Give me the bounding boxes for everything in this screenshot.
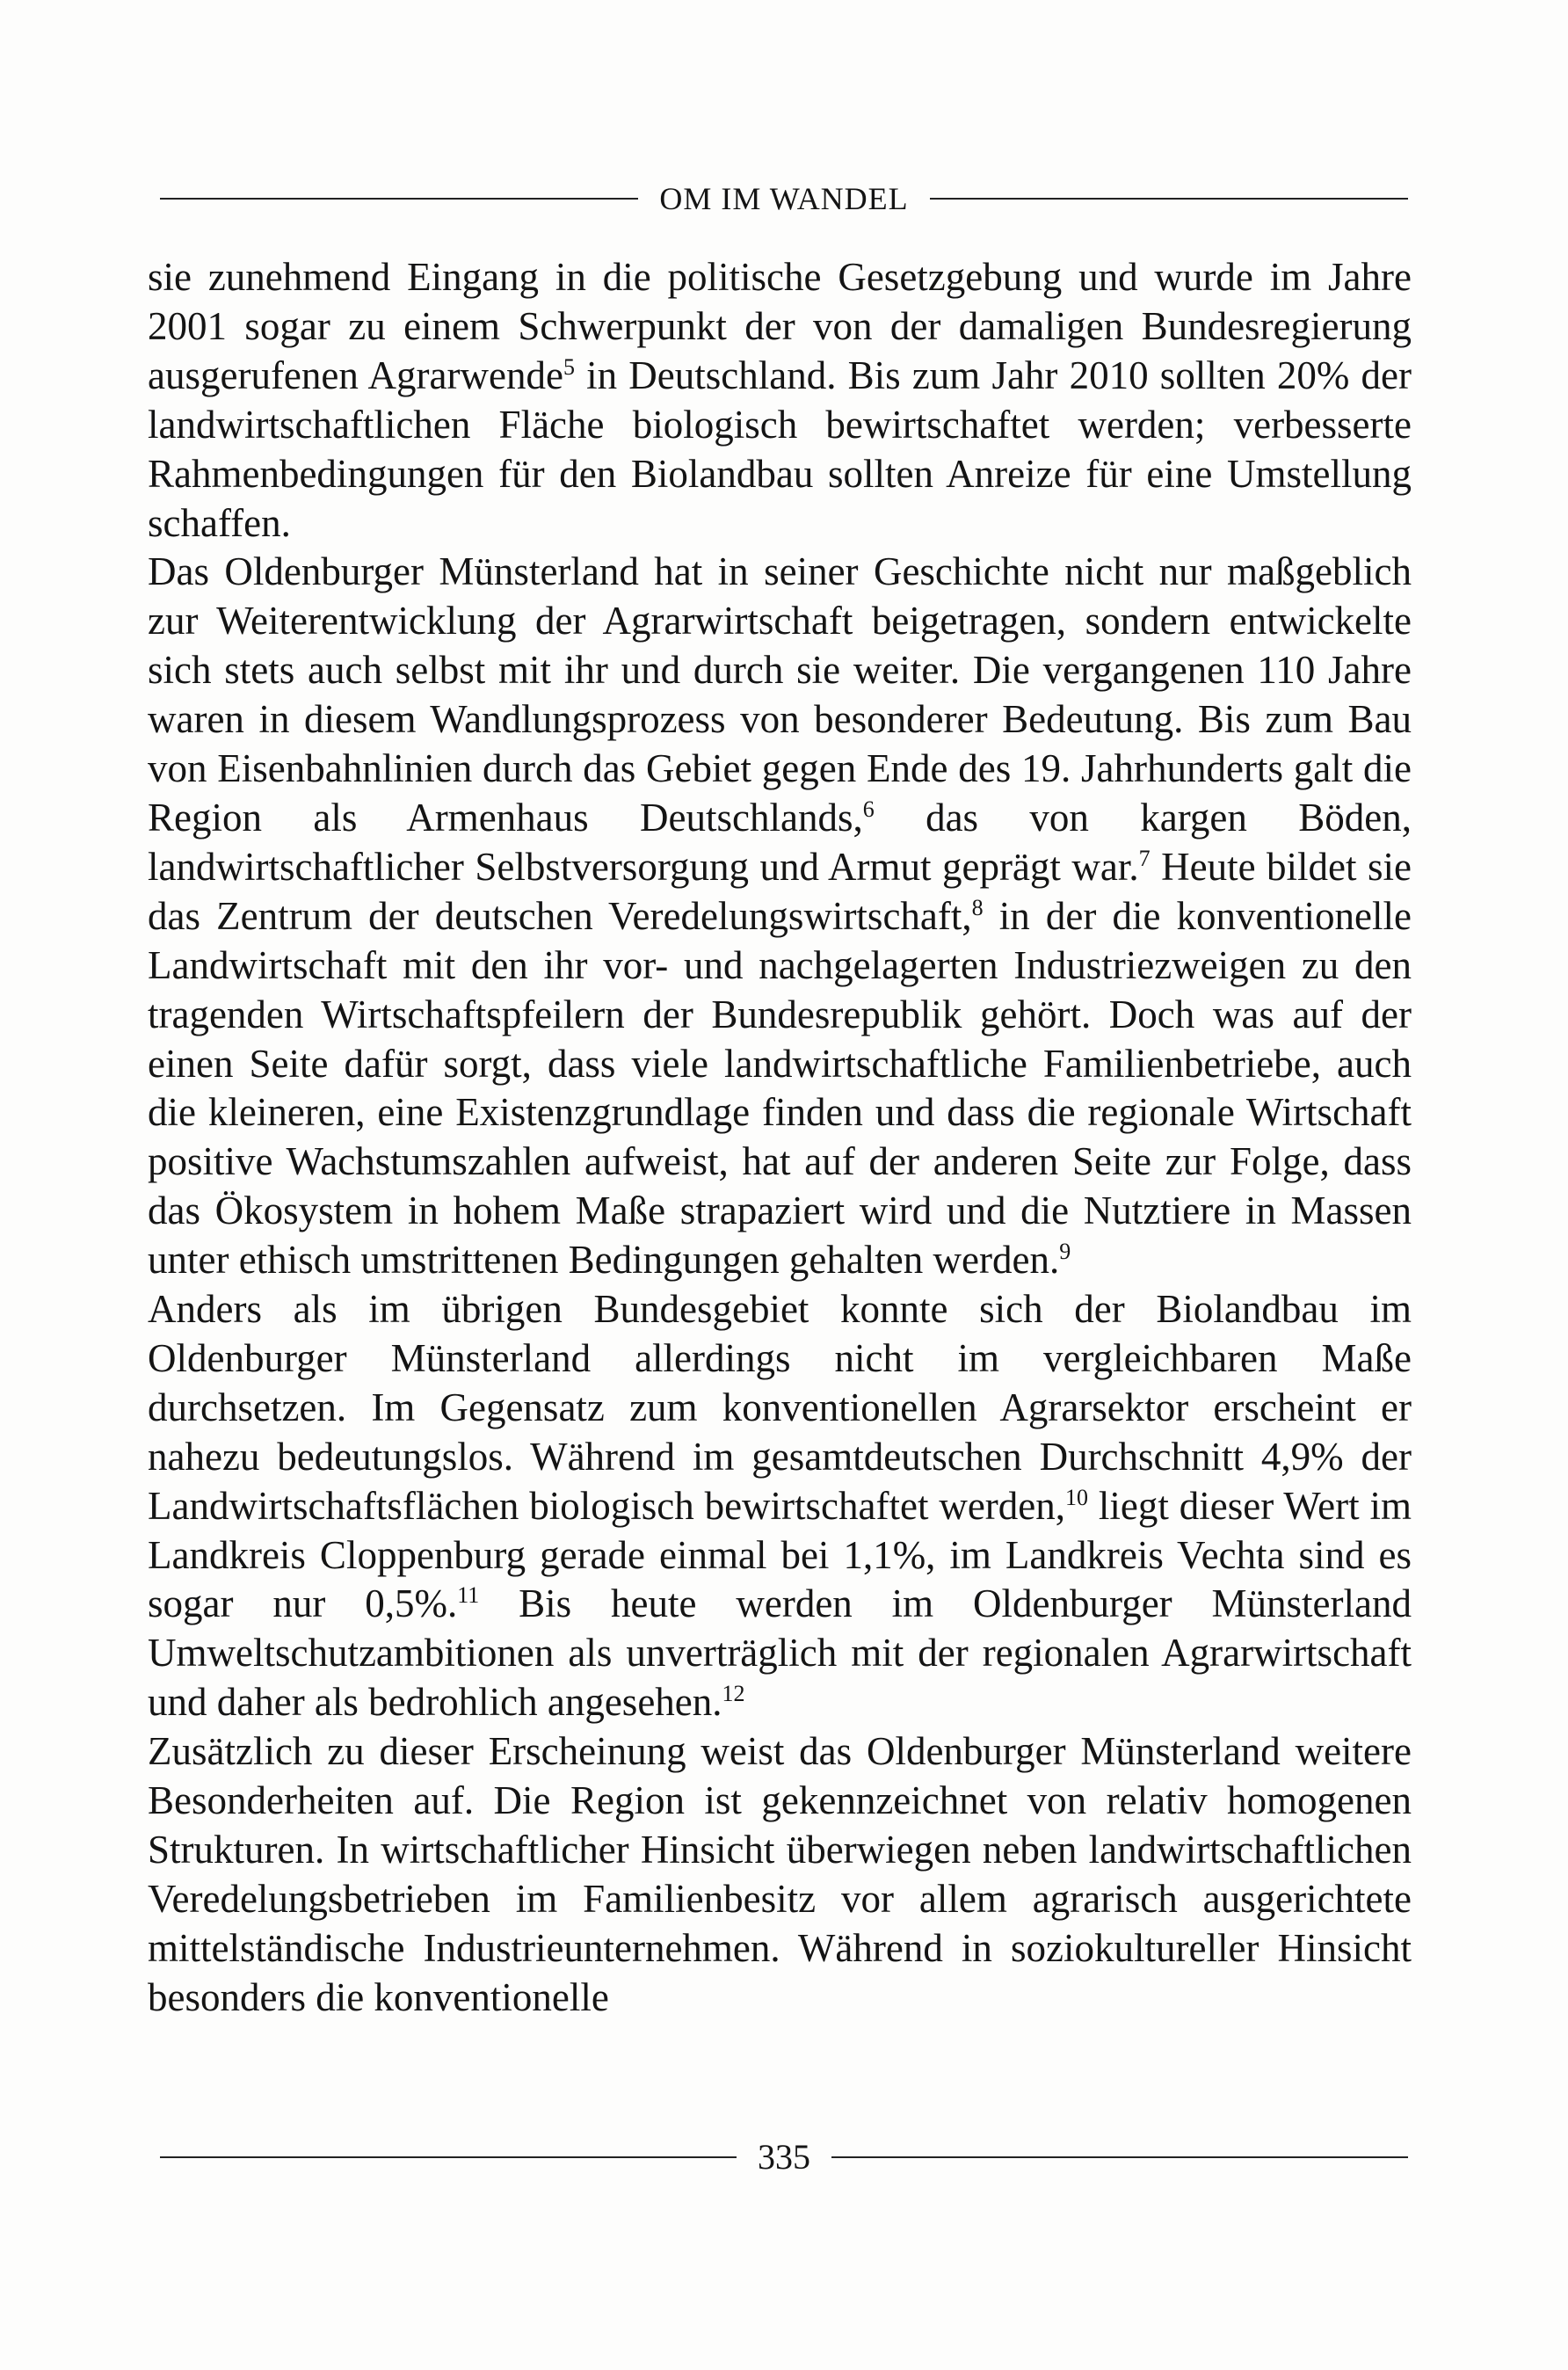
text-run: Bis heute werden im Oldenburger Münsterland Umweltschutzambitionen als unverträglich mit der regionalen Agrarwirtschaft und daher als bedrohlich angesehen. xyxy=(148,1581,1412,1725)
text-run: Heute bildet sie das Zentrum der deutschen Veredelungswirtschaft, xyxy=(148,844,1412,938)
page-number: 335 xyxy=(758,2137,810,2177)
footnote-marker: 5 xyxy=(563,353,575,380)
footnote-marker: 11 xyxy=(457,1582,480,1609)
text-run: das von kargen Böden, landwirtschaftlicher Selbstversorgung und Armut geprägt war. xyxy=(148,795,1412,889)
footnote-marker: 9 xyxy=(1059,1239,1071,1265)
text-run: Das Oldenburger Münsterland hat in seiner Geschichte nicht nur maßgeblich zur Weiterentwicklung der Agrarwirtschaft beigetragen, sondern entwickelte sich stets auch selbst mit ihr und durch sie weiter. Die vergangenen 110 Jahre waren in diesem Wandlungsprozess von besonderer Bedeutung. Bis zum Bau von Eisenbahnlinien durch das Gebiet gegen Ende des 19. Jahrhunderts galt die Region als Armenhaus Deutschlands, xyxy=(148,549,1412,840)
text-run: liegt dieser Wert im Landkreis Cloppenburg gerade einmal bei 1,1%, im Landkreis Vechta sind es sogar nur 0,5%. xyxy=(148,1483,1412,1626)
text-run: in der die konventionelle Landwirtschaft mit den ihr vor- und nachgelagerten Industriezweigen zu den tragenden Wirtschaftspfeilern der Bundesrepublik gehört. Doch was auf der einen Seite dafür sorgt, dass viele landwirtschaftliche Familienbetriebe, auch die kleineren, eine Existenzgrundlage finden und dass die regionale Wirtschaft positive Wachstumszahlen aufweist, hat auf der anderen Seite zur Folge, dass das Ökosystem in hohem Maße strapaziert wird und die Nutztiere in Massen unter ethisch umstrittenen Bedingungen gehalten werden. xyxy=(148,893,1412,1283)
text-run: Zusätzlich zu dieser Erscheinung weist das Oldenburger Münsterland weitere Besonderheiten auf. Die Region ist gekennzeichnet von relativ homogenen Strukturen. In wirtschaftlicher Hinsicht überwiegen neben landwirtschaftlichen Veredelungsbetrieben im Familienbesitz vor allem agrarisch ausgerichtete mittelständische Industrieunternehmen. Während in soziokultureller Hinsicht besonders die konventionelle xyxy=(148,1729,1412,2019)
header-rule-left xyxy=(160,198,638,200)
footnote-marker: 8 xyxy=(971,894,984,920)
paragraph xyxy=(148,253,1412,548)
text-run: sie zunehmend Eingang in die politische Gesetzgebung und wurde im Jahre 2001 sogar zu einem Schwerpunkt der von der damaligen Bundesregierung ausgerufenen Agrarwende xyxy=(148,255,1412,397)
paragraph xyxy=(148,1285,1412,1727)
footnote-marker: 6 xyxy=(862,796,875,822)
running-header xyxy=(160,176,1408,222)
footnote-marker: 12 xyxy=(722,1681,745,1707)
text-run: in Deutschland. Bis zum Jahr 2010 sollten 20% der landwirtschaftlichen Fläche biologisch bewirtschaftet werden; verbesserte Rahmenbedingungen für den Biolandbau sollten Anreize für eine Umstellung schaffen. xyxy=(148,353,1412,545)
page-footer xyxy=(160,2134,1408,2180)
footer-rule-right xyxy=(831,2156,1408,2158)
running-title: OM IM WANDEL xyxy=(659,181,909,216)
footer-rule-left xyxy=(160,2156,737,2158)
footnote-marker: 10 xyxy=(1065,1484,1089,1510)
body-text xyxy=(148,253,1412,2023)
paragraph xyxy=(148,548,1412,1285)
footnote-marker: 7 xyxy=(1138,845,1151,871)
paragraph xyxy=(148,1727,1412,2022)
header-rule-right xyxy=(930,198,1408,200)
text-run: Anders als im übrigen Bundesgebiet konnte sich der Biolandbau im Oldenburger Münsterland allerdings nicht im vergleichbaren Maße durchsetzen. Im Gegensatz zum konventionellen Agrarsektor erscheint er nahezu bedeutungslos. Während im gesamtdeutschen Durchschnitt 4,9% der Landwirtschaftsflächen biologisch bewirtschaftet werden, xyxy=(148,1287,1412,1528)
